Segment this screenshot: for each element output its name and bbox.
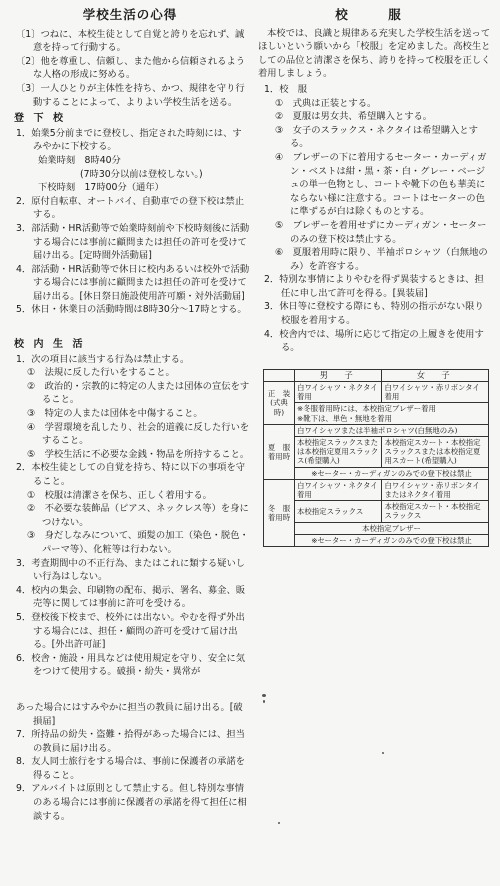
formal-female: 白ワイシャツ・赤リボンタイ着用 [382,382,489,403]
right-column [258,0,492,547]
winter-note: ※セーター・カーディガンのみでの登下校は禁止 [295,534,489,546]
rule-item-5: 5．登校後下校まで、校外には出ない。やむを得ず外出する場合には、担任・顧問の許可を受けて届け出る。[外出許可証] [16,611,245,651]
uniform-table [263,369,489,547]
winter-female-shirt: 白ワイシャツ・赤リボンタイまたはネクタイ着用 [382,479,489,500]
start-time-note: (7時30分以前は登校しない。) [80,168,203,180]
rule-item-8: 8．友人同士旅行をする場合は、事前に保護者の承諾を得ること。 [16,756,246,781]
uniform-intro: 本校では、良識と規律ある充実した学校生活を送ってほしいという願いから「校服」を定めました。高校生としての品位と清潔さを保ち、誇りを持って校服を正しく着用しましょう。 [258,27,491,80]
left-column [10,0,250,823]
summer-male: 本校指定スラックスまたは本校指定夏用スラックス(希望購入) [295,437,382,468]
uniform-title: 校 服 [335,7,415,22]
uniform-item-4: ④ ブレザーの下に着用するセーター・カーディガン・ベストは紺・黒・茶・白・グレー・ベージュの単一色物とし、コートや靴下の色も華美にならない様に注意する。コートはセーターの色に準ずるが白は除くものとする。 [275,151,487,218]
formal-male: 白ワイシャツ・ネクタイ着用 [295,382,382,403]
header-male: 男 子 [295,369,382,381]
rule-item-3: 3．考査期間中の不正行為、またはこれに類する疑いしい行為はしない。 [16,557,246,583]
uniform-rule-3: 3．休日等に登校する際にも、特別の指示がない限り校服を着用する。 [264,301,484,327]
row-label-winter: 冬 服 着用時 [264,479,295,546]
scan-speck [278,822,280,824]
uniform-item-1: ① 式典は正装とする。 [275,97,377,109]
rule-1-sub-1: ① 法規に反した行いをすること。 [27,367,175,379]
commute-item-4: 4．部活動・HR活動等で休日に校内あるいは校外で活動する場合には事前に顧問または担任の許可を受けて届け出る。[休日祭日施設使用許可願・対外活動届] [16,263,250,302]
rule-1-sub-3: ③ 特定の人または団体を中傷すること。 [27,408,203,420]
commute-heading: 登 下 校 [14,113,66,125]
uniform-item-6: ⑥ 夏服着用時に限り、半袖ポロシャツ（白無地のみ）を許容する。 [275,247,488,272]
principle-2: 〔2〕他を尊重し、信頼し、また他から信頼されるような人格の形成に努める。 [16,55,246,81]
summer-female: 本校指定スカート・本校指定スラックスまたは本校指定夏用スカート(希望購入) [382,437,489,468]
uniform-item-3: ③ 女子のスラックス・ネクタイは希望購入とする。 [275,124,478,150]
table-corner [264,369,295,381]
rule-2-sub-1: ① 校服は清潔さを保ち、正しく着用する。 [27,489,212,501]
rule-item-9: 9．アルバイトは原則として禁止する。但し特別な事情のある場合には事前に保護者の承諾を得て担任に相談する。 [16,783,247,822]
formal-notes: ※冬服着用時には、本校指定ブレザー着用 ※靴下は、単色・無地を着用 [295,403,489,424]
rule-item-2: 2．本校生徒としての自覚を持ち、特に以下の事項を守ること。 [16,462,246,487]
commute-item-2: 2．原付自転車、オートバイ、自動車での登下校は禁止する。 [16,195,245,221]
rule-item-1: 1．次の項目に該当する行為は禁止する。 [16,353,190,365]
scan-speck [262,694,266,697]
rule-item-4: 4．校内の集会、印刷物の配布、掲示、署名、募金、販売等に関しては事前に許可を受ける。 [16,584,246,610]
commute-item-3: 3．部活動・HR活動等で始業時刻前や下校時刻後に活動する場合には事前に顧問または担任の許可を受けて届け出る。[定時間外活動届] [16,222,250,262]
winter-blazer: 本校指定ブレザー [295,522,489,534]
rule-1-sub-2: ② 政治的・宗教的に特定の人または団体の宣伝をすること。 [27,380,250,406]
school-life-title: 学校生活の心得 [82,7,178,22]
rule-item-6: 6．校舎・施設・用具などは使用規定を守り、安全に気をつけて使用する。破損・紛失・異常が [16,652,246,678]
commute-item-5: 5．休日・休業日の活動時間は8時30分〜17時とする。 [16,304,247,316]
uniform-rule-4: 4．校舎内では、場所に応じて指定の上履きを使用する。 [264,328,484,354]
header-female: 女 子 [382,369,489,381]
uniform-rule-2: 2．特別な事情によりやむを得ず異装するときは、担任に申し出て許可を得る。[異装届] [264,274,484,299]
principle-3: 〔3〕一人ひとりが主体性を持ち、かつ、規律を守り行動することによって、よりよい学校生活を送る。 [16,82,245,108]
rule-1-sub-5: ⑤ 学校生活に不必要な金銭・物品を所持すること。 [27,448,250,460]
principle-1: 〔1〕つねに、本校生徒として自覚と誇りを忘れず、誠意を持って行動する。 [16,28,245,54]
rule-1-sub-4: ④ 学習環境を乱したり、社会的道義に反した行いをすること。 [27,421,250,447]
commute-item-1: 1．始業5分前までに登校し、指定された時刻には、すみやかに下校する。 [16,127,242,153]
summer-shirt: 白ワイシャツまたは半袖ポロシャツ(白無地のみ) [295,424,489,436]
uniform-item-5: ⑤ ブレザーを着用せずにカーディガン・セーターのみの登下校は禁止する。 [275,219,487,245]
rule-item-7: 7．所持品の紛失・盗難・拾得があった場合には、担当の教員に届け出る。 [16,729,245,754]
winter-male: 本校指定スラックス [295,501,382,522]
rule-item-6-continued: あった場合にはすみやかに担当の教員に届け出る。[破損届] [16,701,243,727]
winter-female: 本校指定スカート・本校指定スラックス [382,501,489,522]
uniform-section-1-heading: 1．校 服 [264,83,308,95]
uniform-item-2: ② 夏服は男女共、希望購入とする。 [275,111,433,123]
school-life-heading: 校 内 生 活 [14,339,86,351]
winter-male-shirt: 白ワイシャツ・ネクタイ着用 [295,479,382,500]
row-label-summer: 夏 服 着用時 [264,424,295,479]
rule-2-sub-3: ③ 身だしなみについて、頭髪の加工（染色・脱色・パーマ等）、化粧等は行わない。 [27,530,249,555]
scan-speck [263,700,265,703]
summer-note: ※セーター・カーディガンのみでの登下校は禁止 [295,467,489,479]
scan-speck [382,752,384,754]
end-time: 下校時刻 17時00分（通年） [38,182,164,194]
start-time: 始業時刻 8時40分 [38,154,121,166]
rule-2-sub-2: ② 不必要な装飾品（ピアス、ネックレス等）を身につけない。 [27,503,249,528]
row-label-formal: 正 装 (式典時) [264,382,295,425]
